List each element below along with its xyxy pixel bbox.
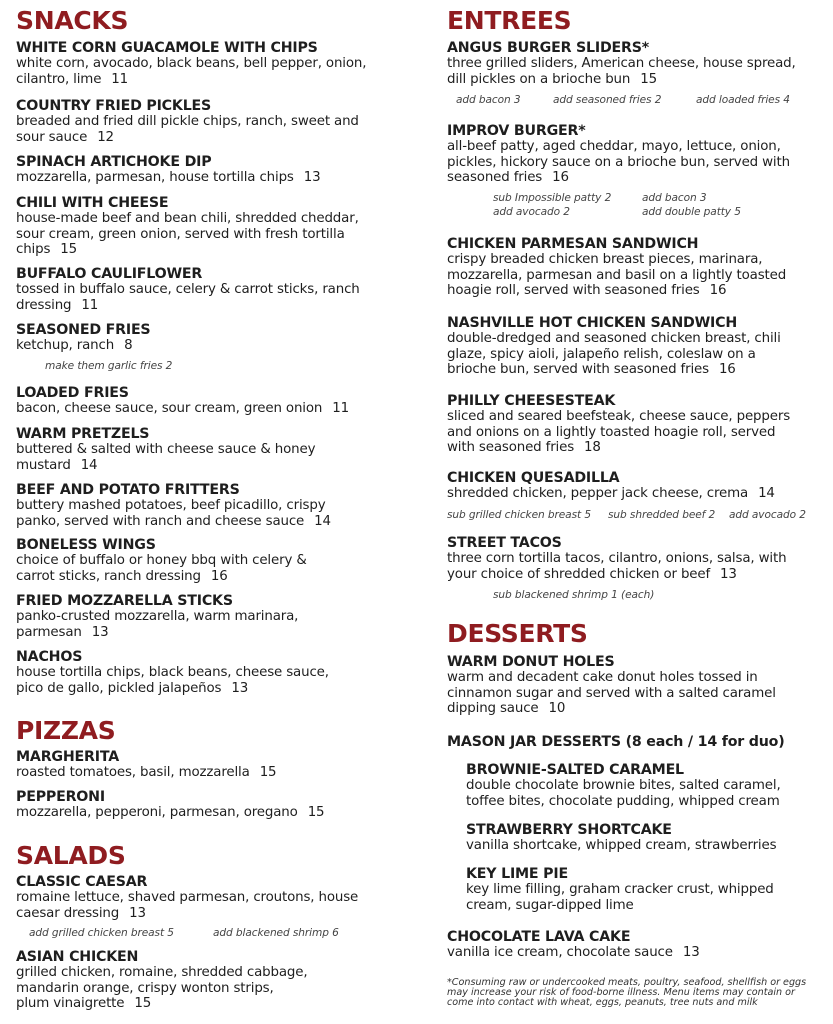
menu-item: [447, 315, 781, 378]
item-name: CLASSIC CAESAR: [16, 874, 148, 890]
section-title-snacks: SNACKS: [16, 6, 129, 35]
item-name: BEEF AND POTATO FRITTERS: [16, 482, 240, 498]
menu-item: [16, 874, 358, 921]
addon-option: add avocado 2: [729, 509, 806, 521]
menu-item: [466, 866, 774, 913]
item-price: 15: [640, 71, 657, 87]
item-price: 15: [259, 765, 277, 780]
addon-option: add bacon 3: [456, 94, 521, 106]
menu-item: [447, 393, 790, 456]
item-desc: house tortilla chips, black beans, cheese sauce, pico de gallo, pickled jalapeños 13: [16, 665, 329, 696]
menu-item: [466, 822, 776, 854]
item-name: STRAWBERRY SHORTCAKE: [466, 822, 672, 838]
item-desc: mozzarella, parmesan, house tortilla chips 13: [16, 170, 321, 185]
item-name: NACHOS: [16, 649, 83, 665]
item-name: WARM PRETZELS: [16, 426, 150, 442]
item-desc: double chocolate brownie bites, salted caramel, toffee bites, chocolate pudding, whipped cream: [466, 778, 781, 809]
addon-option: add grilled chicken breast 5: [29, 927, 174, 939]
item-name: PEPPERONI: [16, 789, 105, 805]
item-desc: double-dredged and seasoned chicken breast, chili glaze, spicy aioli, jalapeño relish, coleslaw on a brioche bun, served with seasoned fries 16: [447, 331, 781, 378]
item-price: 16: [210, 568, 228, 584]
addon-option: add avocado 2: [493, 206, 570, 218]
item-name: KEY LIME PIE: [466, 866, 568, 882]
item-price: 18: [584, 440, 601, 456]
menu-item: [447, 929, 700, 961]
addon-option: sub shredded beef 2: [608, 509, 716, 521]
menu-item: [447, 535, 786, 582]
menu-item: [16, 593, 298, 640]
item-desc: roasted tomatoes, basil, mozzarella 15: [16, 765, 277, 780]
item-price: 15: [60, 242, 78, 258]
item-price: 8: [124, 338, 133, 353]
menu-item: [16, 482, 331, 529]
item-price: 13: [303, 170, 321, 185]
menu-item: [447, 654, 776, 717]
item-name: LOADED FRIES: [16, 385, 129, 401]
item-desc: white corn, avocado, black beans, bell pepper, onion, cilantro, lime 11: [16, 56, 367, 87]
item-price: 10: [548, 701, 566, 717]
item-name: ASIAN CHICKEN: [16, 949, 139, 965]
item-name: STREET TACOS: [447, 535, 562, 551]
item-desc: crispy breaded chicken breast pieces, marinara, mozzarella, parmesan and basil on a lightly toasted hoagie roll, served with seasoned fries 16: [447, 252, 787, 299]
item-price: 13: [682, 945, 700, 960]
item-name: CHOCOLATE LAVA CAKE: [447, 929, 631, 945]
menu-item: [16, 322, 150, 354]
allergy-footnote: *Consuming raw or undercooked meats, poultry, seafood, shellfish or eggs may increase your risk of food-borne illness. Menu items may contain or come into contact with wheat, eggs, peanuts, tree nuts and milk: [447, 977, 807, 1008]
addon-option: add double patty 5: [642, 206, 741, 218]
addon-option: add loaded fries 4: [696, 94, 790, 106]
menu-item: [447, 123, 790, 186]
item-name: CHICKEN QUESADILLA: [447, 470, 620, 486]
item-name: MASON JAR DESSERTS (8 each / 14 for duo): [447, 734, 785, 750]
addon-option: add bacon 3: [642, 192, 707, 204]
item-name: CHILI WITH CHEESE: [16, 195, 169, 211]
item-price: 15: [307, 805, 325, 820]
item-name: WHITE CORN GUACAMOLE WITH CHIPS: [16, 40, 318, 56]
section-title-desserts: DESSERTS: [447, 619, 588, 648]
item-price: 11: [332, 401, 349, 416]
addon-option: add seasoned fries 2: [553, 94, 662, 106]
item-price: 13: [91, 624, 109, 640]
menu-item: [16, 749, 276, 781]
item-name: WARM DONUT HOLES: [447, 654, 615, 670]
item-desc: buttered & salted with cheese sauce & honey mustard 14: [16, 442, 316, 473]
item-name: CHICKEN PARMESAN SANDWICH: [447, 236, 699, 252]
item-name: IMPROV BURGER*: [447, 123, 586, 139]
item-desc: shredded chicken, pepper jack cheese, crema 14: [447, 486, 775, 501]
addon-option: sub grilled chicken breast 5: [447, 509, 591, 521]
item-desc: breaded and fried dill pickle chips, ranch, sweet and sour sauce 12: [16, 114, 359, 145]
item-name: FRIED MOZZARELLA STICKS: [16, 593, 233, 609]
item-name: NASHVILLE HOT CHICKEN SANDWICH: [447, 315, 738, 331]
item-price: 15: [134, 996, 152, 1012]
section-title-salads: SALADS: [16, 841, 126, 870]
menu-item: [16, 98, 359, 145]
item-name: SPINACH ARTICHOKE DIP: [16, 154, 212, 170]
item-price: 11: [81, 297, 99, 313]
section-title-pizzas: PIZZAS: [16, 716, 116, 745]
item-price: 11: [111, 71, 129, 87]
section-title-entrees: ENTREES: [447, 6, 572, 35]
item-desc: three corn tortilla tacos, cilantro, onions, salsa, with your choice of shredded chicken or beef 13: [447, 551, 787, 582]
item-desc: key lime filling, graham cracker crust, whipped cream, sugar-dipped lime: [466, 882, 774, 913]
item-desc: vanilla ice cream, chocolate sauce 13: [447, 945, 700, 960]
item-price: 16: [552, 170, 569, 186]
addon-option: sub blackened shrimp 1 (each): [493, 589, 655, 601]
menu-item: [16, 266, 360, 313]
item-price: 13: [129, 905, 146, 921]
item-price: 14: [758, 486, 775, 501]
item-price: 13: [231, 680, 249, 696]
item-name: PHILLY CHEESESTEAK: [447, 393, 616, 409]
addon-option: sub Impossible patty 2: [493, 192, 612, 204]
menu-item: [447, 470, 775, 502]
item-desc: warm and decadent cake donut holes tossed in cinnamon sugar and served with a salted caramel dipping sauce 10: [447, 670, 776, 717]
menu-item: [447, 40, 796, 87]
item-name: COUNTRY FRIED PICKLES: [16, 98, 212, 114]
item-name: BROWNIE-SALTED CARAMEL: [466, 762, 684, 778]
item-desc: choice of buffalo or honey bbq with celery & carrot sticks, ranch dressing 16: [16, 553, 307, 584]
menu-item: [16, 789, 324, 821]
item-desc: bacon, cheese sauce, sour cream, green onion 11: [16, 401, 349, 416]
item-name: SEASONED FRIES: [16, 322, 151, 338]
item-desc: buttery mashed potatoes, beef picadillo, crispy panko, served with ranch and cheese sauce 14: [16, 498, 331, 529]
menu-item: [466, 762, 781, 809]
menu-item: [16, 195, 359, 258]
item-desc: tossed in buffalo sauce, celery & carrot sticks, ranch dressing 11: [16, 282, 360, 313]
item-price: 14: [314, 513, 331, 529]
item-name: MARGHERITA: [16, 749, 119, 765]
item-name: BUFFALO CAULIFLOWER: [16, 266, 203, 282]
item-desc: vanilla shortcake, whipped cream, strawberries: [466, 838, 777, 853]
menu-item: [16, 40, 366, 87]
addon-option: make them garlic fries 2: [45, 360, 173, 372]
item-desc: three grilled sliders, American cheese, house spread, dill pickles on a brioche bun 15: [447, 56, 796, 87]
item-desc: panko-crusted mozzarella, warm marinara, parmesan 13: [16, 609, 299, 640]
menu-item: [16, 537, 307, 584]
item-desc: mozzarella, pepperoni, parmesan, oregano 15: [16, 805, 325, 820]
item-price: 12: [97, 129, 114, 145]
item-desc: all-beef patty, aged cheddar, mayo, lettuce, onion, pickles, hickory sauce on a brioche bun, served with seasoned fries 16: [447, 139, 790, 186]
item-desc: grilled chicken, romaine, shredded cabbage, mandarin orange, crispy wonton strips, plum vinaigrette 15: [16, 965, 308, 1012]
menu-item: [16, 426, 315, 473]
addon-option: add blackened shrimp 6: [213, 927, 339, 939]
item-price: 13: [720, 566, 737, 582]
item-price: 16: [709, 283, 727, 299]
item-name: ANGUS BURGER SLIDERS*: [447, 40, 650, 56]
item-desc: romaine lettuce, shaved parmesan, croutons, house caesar dressing 13: [16, 890, 359, 921]
item-name: BONELESS WINGS: [16, 537, 156, 553]
menu-item: [16, 154, 321, 186]
menu-item: [16, 949, 307, 1012]
menu-item: [447, 236, 786, 299]
item-desc: ketchup, ranch 8: [16, 338, 133, 353]
menu-item: [16, 385, 349, 417]
item-price: 16: [718, 362, 736, 378]
menu-subheading: [447, 734, 784, 750]
item-price: 14: [80, 457, 98, 473]
menu-item: [16, 649, 329, 696]
item-desc: house-made beef and bean chili, shredded cheddar, sour cream, green onion, served with fresh tortilla chips 15: [16, 211, 359, 258]
item-desc: sliced and seared beefsteak, cheese sauce, peppers and onions on a lightly toasted hoagie roll, served with seasoned fries 18: [447, 409, 791, 456]
